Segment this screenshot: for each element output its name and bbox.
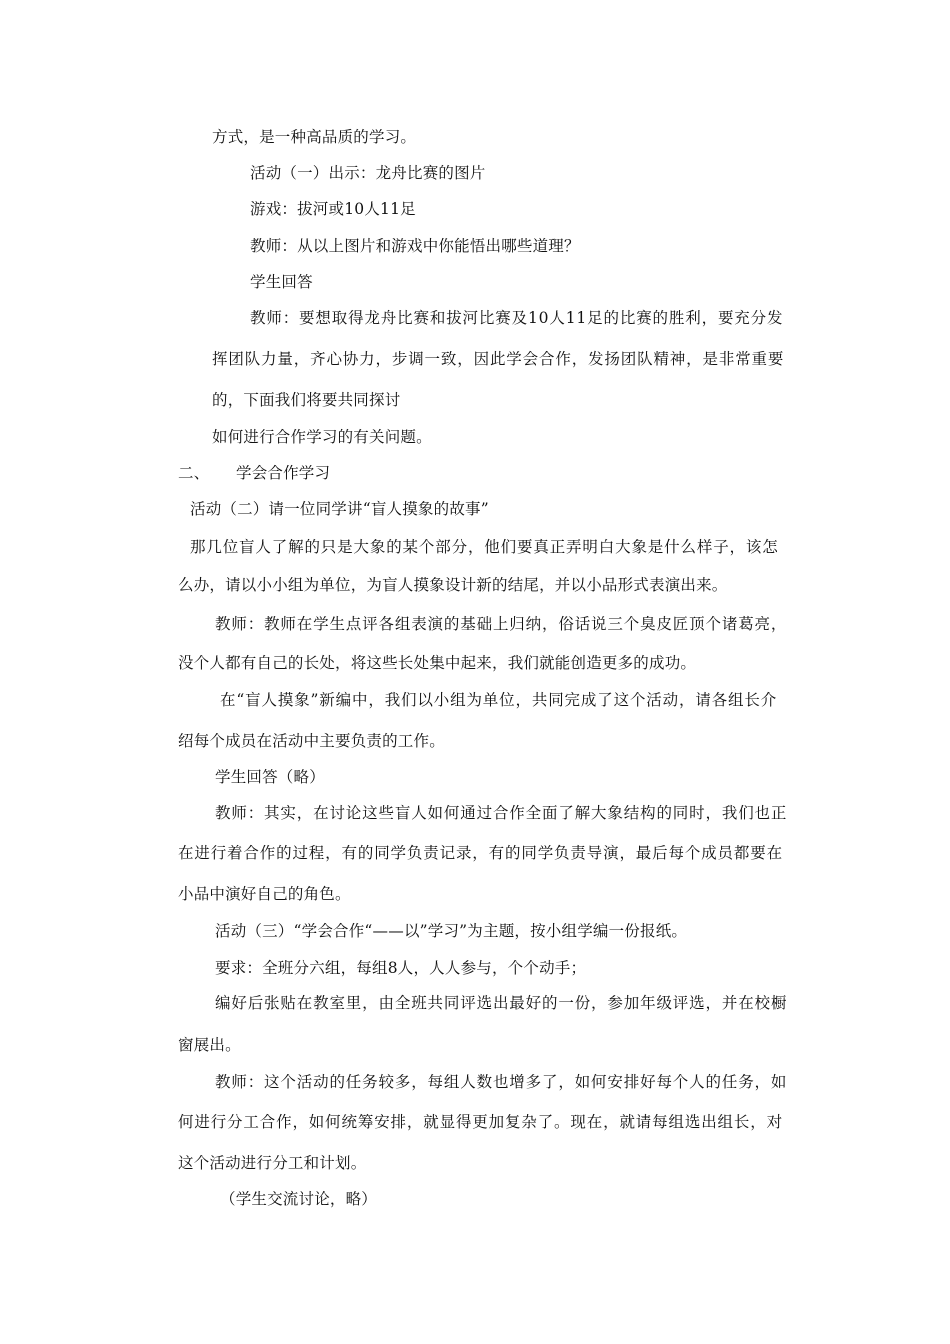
paragraph-line: 活动（三）“学会合作“——以”学习”为主题，按小组学编一份报纸。	[215, 922, 688, 940]
paragraph-line: 活动（一）出示：龙舟比赛的图片	[250, 164, 486, 182]
paragraph-line: 窗展出。	[178, 1036, 241, 1054]
paragraph-line: 学生回答	[250, 273, 313, 291]
paragraph-line: 活动（二）请一位同学讲“盲人摸象的故事”	[190, 500, 489, 518]
paragraph-line: 挥团队力量，齐心协力，步调一致，因此学会合作，发扬团队精神，是非常重要	[212, 350, 785, 368]
paragraph-line: 游戏：拔河或10人11足	[250, 200, 416, 218]
paragraph-line: 何进行分工合作，如何统筹安排，就显得更加复杂了。现在，就请每组选出组长，对	[178, 1113, 783, 1131]
paragraph-line: 在“盲人摸象”新编中，我们以小组为单位，共同完成了这个活动，请各组长介	[220, 691, 778, 709]
paragraph-line: 编好后张贴在教室里，由全班共同评选出最好的一份，参加年级评选，并在校橱	[215, 994, 788, 1012]
paragraph-line: 如何进行合作学习的有关问题。	[212, 428, 432, 446]
paragraph-line: 没个人都有自己的长处，将这些长处集中起来，我们就能创造更多的成功。	[178, 654, 697, 672]
paragraph-line: 教师：要想取得龙舟比赛和拔河比赛及10人11足的比赛的胜利，要充分发	[250, 309, 784, 327]
paragraph-line: 教师：这个活动的任务较多，每组人数也增多了，如何安排好每个人的任务，如	[215, 1073, 788, 1091]
paragraph-line: 教师：其实，在讨论这些盲人如何通过合作全面了解大象结构的同时，我们也正	[215, 804, 788, 822]
paragraph-line: 么办，请以小小组为单位，为盲人摸象设计新的结尾，并以小品形式表演出来。	[178, 576, 728, 594]
paragraph-line: 的，下面我们将要共同探讨	[212, 391, 401, 409]
paragraph-line: 小品中演好自己的角色。	[178, 885, 351, 903]
paragraph-line: 绍每个成员在活动中主要负责的工作。	[178, 732, 445, 750]
paragraph-line: 方式，是一种高品质的学习。	[212, 128, 417, 146]
section-heading: 学会合作学习	[236, 464, 331, 482]
paragraph-line: 学生回答（略）	[215, 768, 325, 786]
paragraph-line: 在进行着合作的过程，有的同学负责记录，有的同学负责导演，最后每个成员都要在	[178, 844, 783, 862]
section-number: 二、	[178, 464, 210, 482]
paragraph-line: （学生交流讨论，略）	[220, 1190, 378, 1208]
paragraph-line: 教师：教师在学生点评各组表演的基础上归纳，俗话说三个臭皮匠顶个诸葛亮，	[215, 615, 788, 633]
paragraph-line: 要求：全班分六组，每组8人，人人参与，个个动手；	[215, 959, 587, 977]
paragraph-line: 教师：从以上图片和游戏中你能悟出哪些道理？	[250, 237, 580, 255]
paragraph-line: 那几位盲人了解的只是大象的某个部分，他们要真正弄明白大象是什么样子，该怎	[190, 538, 779, 556]
paragraph-line: 这个活动进行分工和计划。	[178, 1154, 367, 1172]
